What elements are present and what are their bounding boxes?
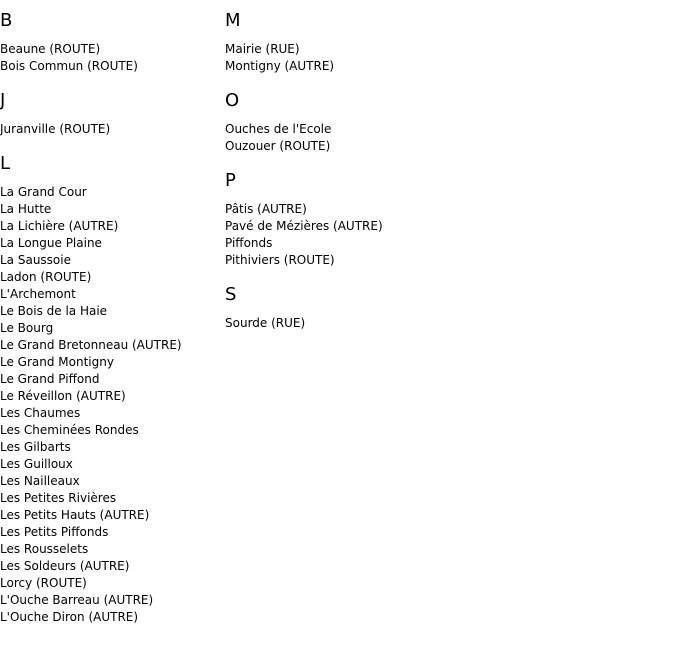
list-item: Pâtis (AUTRE) xyxy=(225,202,307,216)
entry-list xyxy=(0,184,225,626)
letter-group-l xyxy=(0,153,225,626)
letter-group-m xyxy=(225,10,525,75)
list-item: Pavé de Mézières (AUTRE) xyxy=(225,219,383,233)
list-item: Le Grand Bretonneau (AUTRE) xyxy=(0,338,182,352)
list-item: L'Ouche Barreau (AUTRE) xyxy=(0,593,154,607)
letter-group-s xyxy=(225,284,525,332)
list-item: Les Gilbarts xyxy=(0,440,71,454)
list-item: Les Nailleaux xyxy=(0,474,80,488)
entry-list xyxy=(225,121,525,155)
letter-heading: O xyxy=(225,90,240,111)
list-item: La Saussoie xyxy=(0,253,71,267)
entry-list xyxy=(225,41,525,75)
list-item: Beaune (ROUTE) xyxy=(0,42,101,56)
list-item: Le Bourg xyxy=(0,321,54,335)
list-item: La Grand Cour xyxy=(0,185,87,199)
entry-list xyxy=(225,315,525,332)
entry-list xyxy=(225,201,525,269)
list-item: Le Bois de la Haie xyxy=(0,304,108,318)
list-item: Bois Commun (ROUTE) xyxy=(0,59,138,73)
list-item: Le Grand Montigny xyxy=(0,355,114,369)
letter-group-o xyxy=(225,90,525,155)
right-column xyxy=(225,0,525,332)
letter-heading: S xyxy=(225,284,237,305)
list-item: La Longue Plaine xyxy=(0,236,102,250)
list-item: La Lichière (AUTRE) xyxy=(0,219,119,233)
list-item: Ouches de l'Ecole xyxy=(225,122,332,136)
letter-heading: L xyxy=(0,153,11,174)
letter-heading: P xyxy=(225,170,236,191)
list-item: L'Ouche Diron (AUTRE) xyxy=(0,610,139,624)
list-item: Le Grand Piffond xyxy=(0,372,100,386)
list-item: Juranville (ROUTE) xyxy=(0,122,111,136)
list-item: Le Réveillon (AUTRE) xyxy=(0,389,126,403)
list-item: Ouzouer (ROUTE) xyxy=(225,139,331,153)
entry-list xyxy=(0,121,225,138)
list-item: Les Rousselets xyxy=(0,542,89,556)
letter-group-j xyxy=(0,90,225,138)
letter-group-b xyxy=(0,10,225,75)
list-item: Lorcy (ROUTE) xyxy=(0,576,87,590)
list-item: Les Chaumes xyxy=(0,406,81,420)
list-item: Les Petits Piffonds xyxy=(0,525,109,539)
list-item: La Hutte xyxy=(0,202,52,216)
list-item: Sourde (RUE) xyxy=(225,316,306,330)
letter-heading: M xyxy=(225,10,241,31)
list-item: Pithiviers (ROUTE) xyxy=(225,253,335,267)
list-item: Mairie (RUE) xyxy=(225,42,300,56)
list-item: Piffonds xyxy=(225,236,273,250)
letter-group-p xyxy=(225,170,525,269)
list-item: L'Archemont xyxy=(0,287,76,301)
list-item: Les Guilloux xyxy=(0,457,73,471)
list-item: Les Petits Hauts (AUTRE) xyxy=(0,508,150,522)
letter-heading: B xyxy=(0,10,13,31)
list-item: Ladon (ROUTE) xyxy=(0,270,92,284)
letter-heading: J xyxy=(0,90,6,111)
list-item: Les Cheminées Rondes xyxy=(0,423,139,437)
list-item: Les Soldeurs (AUTRE) xyxy=(0,559,130,573)
list-item: Les Petites Rivières xyxy=(0,491,117,505)
left-column xyxy=(0,0,225,626)
list-item: Montigny (AUTRE) xyxy=(225,59,335,73)
entry-list xyxy=(0,41,225,75)
